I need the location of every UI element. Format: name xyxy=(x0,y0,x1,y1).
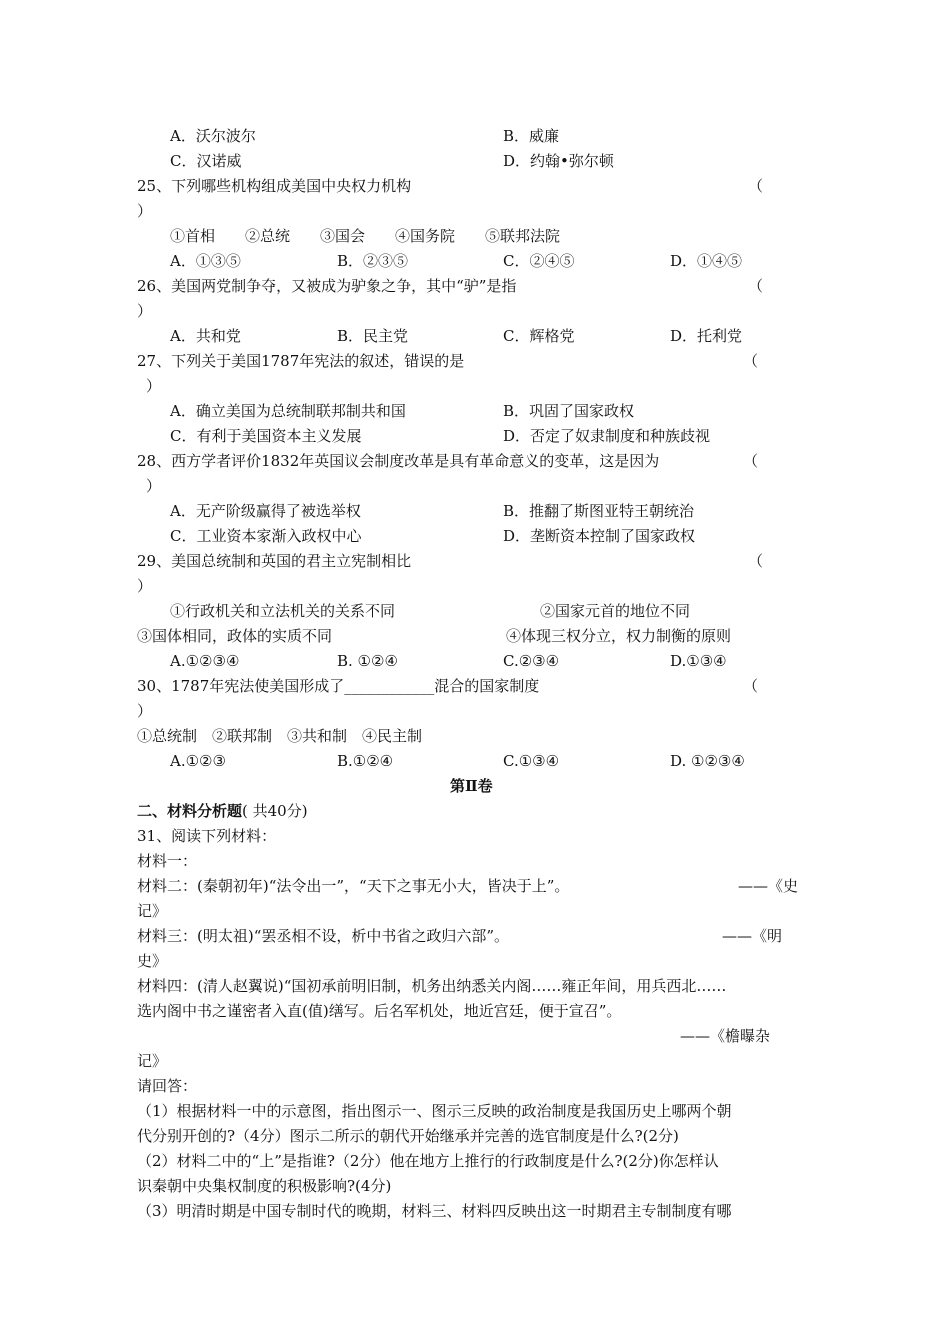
q28-stem: 28、西方学者评价1832年英国议会制度改革是具有革命意义的变革，这是因为 xyxy=(137,452,660,470)
q29-option-c: C.②③④ xyxy=(503,652,560,670)
material-two-source: ——《史 xyxy=(738,877,799,895)
q25-answer-paren-open: （ xyxy=(748,177,764,195)
q29-answer-paren-close: ） xyxy=(137,577,153,595)
q31-sub3-line-1: （3）明清时期是中国专制时代的晚期，材料三、材料四反映出这一时期君主专制制度有哪 xyxy=(137,1202,732,1220)
q26-option-d: D．托利党 xyxy=(670,327,743,345)
q27-stem: 27、下列关于美国1787年宪法的叙述，错误的是 xyxy=(137,352,465,370)
q26-answer-paren-open: （ xyxy=(748,277,764,295)
material-four-line-2: 选内阁中书之谨密者入直(值)缮写。后名军机处，地近宫廷，便于宣召”。 xyxy=(137,1002,622,1020)
q26-answer-paren-close: ） xyxy=(137,302,153,320)
q25-option-c: C．②④⑤ xyxy=(503,252,575,270)
q28-option-d: D．垄断资本控制了国家政权 xyxy=(503,527,696,545)
q29-item-4: ④体现三权分立，权力制衡的原则 xyxy=(506,627,732,645)
q24-option-b: B．威廉 xyxy=(503,127,560,145)
material-one-label: 材料一： xyxy=(137,852,198,870)
q27-option-d: D．否定了奴隶制度和种族歧视 xyxy=(503,427,711,445)
material-four-source-cont: 记》 xyxy=(137,1052,168,1070)
q28-answer-paren-close: ） xyxy=(146,477,162,495)
material-three-source: ——《明 xyxy=(722,927,783,945)
q24-option-a: A．沃尔波尔 xyxy=(170,127,256,145)
material-two-source-cont: 记》 xyxy=(137,902,168,920)
q29-item-3: ③国体相同，政体的实质不同 xyxy=(137,627,333,645)
q28-option-a: A．无产阶级赢得了被选举权 xyxy=(170,502,361,520)
q27-option-c: C．有利于美国资本主义发展 xyxy=(170,427,362,445)
q31-intro: 31、阅读下列材料： xyxy=(137,827,277,845)
material-four-line-1: 材料四：(清人赵翼说)“国初承前明旧制，机务出纳悉关内阁……雍正年间，用兵西北…… xyxy=(137,977,727,995)
material-three-text: 材料三：(明太祖)“罢丞相不设，析中书省之政归六部”。 xyxy=(137,927,510,945)
part-two-title: 第Ⅱ卷 xyxy=(450,777,493,795)
material-two-text: 材料二：(秦朝初年)“法令出一”，“天下之事无小大，皆决于上”。 xyxy=(137,877,570,895)
q30-items: ①总统制 ②联邦制 ③共和制 ④民主制 xyxy=(137,727,423,745)
answer-prompt: 请回答： xyxy=(137,1077,198,1095)
q25-option-d: D．①④⑤ xyxy=(670,252,743,270)
q28-option-b: B．推翻了斯图亚特王朝统治 xyxy=(503,502,695,520)
q25-stem: 25、下列哪些机构组成美国中央权力机构 xyxy=(137,177,412,195)
q31-sub2-line-1: （2）材料二中的“上”是指谁?（2分）他在地方上推行的行政制度是什么?(2分)你怎样认 xyxy=(137,1152,719,1170)
q28-option-c: C．工业资本家渐入政权中心 xyxy=(170,527,362,545)
q24-option-d: D．约翰•弥尔顿 xyxy=(503,152,614,170)
q30-option-a: A.①②③ xyxy=(170,752,226,770)
q29-item-1: ①行政机关和立法机关的关系不同 xyxy=(170,602,396,620)
q31-sub1-line-1: （1）根据材料一中的示意图，指出图示一、图示三反映的政治制度是我国历史上哪两个朝 xyxy=(137,1102,732,1120)
q31-sub2-line-2: 识秦朝中央集权制度的积极影响?(4分) xyxy=(137,1177,392,1195)
q26-option-a: A．共和党 xyxy=(170,327,241,345)
q29-answer-paren-open: （ xyxy=(748,552,764,570)
q30-answer-paren-open: （ xyxy=(743,677,759,695)
q24-option-c: C．汉诺威 xyxy=(170,152,242,170)
q26-stem: 26、美国两党制争夺，又被成为驴象之争，其中“驴”是指 xyxy=(137,277,517,295)
q25-option-b: B．②③⑤ xyxy=(337,252,409,270)
q29-option-a: A.①②③④ xyxy=(170,652,240,670)
q25-answer-paren-close: ） xyxy=(137,202,153,220)
q27-option-b: B．巩固了国家政权 xyxy=(503,402,635,420)
q29-item-2: ②国家元首的地位不同 xyxy=(540,602,691,620)
q29-stem: 29、美国总统制和英国的君主立宪制相比 xyxy=(137,552,412,570)
q25-items: ①首相 ②总统 ③国会 ④国务院 ⑤联邦法院 xyxy=(170,227,561,245)
q26-option-b: B．民主党 xyxy=(337,327,409,345)
q28-answer-paren-open: （ xyxy=(743,452,759,470)
q30-option-c: C.①③④ xyxy=(503,752,560,770)
q31-sub1-line-2: 代分别开创的?（4分）图示二所示的朝代开始继承并完善的选官制度是什么?(2分) xyxy=(137,1127,679,1145)
q27-option-a: A．确立美国为总统制联邦制共和国 xyxy=(170,402,406,420)
q26-option-c: C．辉格党 xyxy=(503,327,575,345)
q29-option-d: D.①③④ xyxy=(670,652,727,670)
q30-stem: 30、1787年宪法使美国形成了____________混合的国家制度 xyxy=(137,677,540,695)
section-two-heading-bold: 二、材料分析题 xyxy=(137,802,243,820)
q25-option-a: A．①③⑤ xyxy=(170,252,241,270)
section-two-heading xyxy=(137,801,308,821)
section-two-heading-score: ( 共40分) xyxy=(242,802,308,820)
q29-option-b: B. ①②④ xyxy=(337,652,398,670)
q30-option-b: B.①②④ xyxy=(337,752,394,770)
q27-answer-paren-open: （ xyxy=(743,352,759,370)
material-four-source: ——《檐曝杂 xyxy=(680,1027,771,1045)
q30-answer-paren-close: ） xyxy=(137,702,153,720)
q27-answer-paren-close: ） xyxy=(146,377,162,395)
material-three-source-cont: 史》 xyxy=(137,952,168,970)
q30-option-d: D. ①②③④ xyxy=(670,752,745,770)
